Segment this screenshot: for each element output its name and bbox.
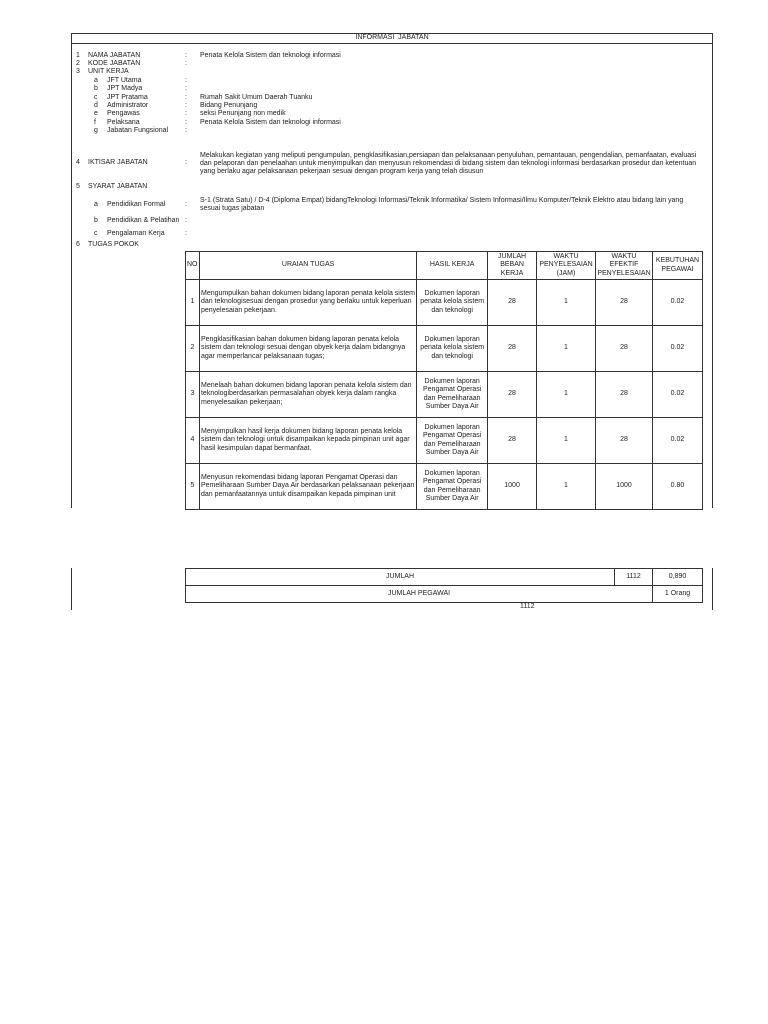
table-row bbox=[186, 326, 703, 372]
jumlah-beban: 1112 bbox=[615, 569, 653, 586]
left-border-lower bbox=[71, 568, 72, 610]
item-colon: : bbox=[185, 217, 187, 224]
summary-jumlah-row bbox=[186, 569, 703, 586]
item-colon: : bbox=[185, 230, 187, 237]
row-kebutuhan: 0.02 bbox=[652, 372, 702, 418]
row-kebutuhan: 0.02 bbox=[652, 326, 702, 372]
item-label: Pengalaman Kerja bbox=[107, 230, 165, 237]
row-waktu: 1 bbox=[537, 372, 596, 418]
syarat-item bbox=[0, 230, 768, 239]
footer-number: 1112 bbox=[520, 603, 535, 610]
field-number: 2 bbox=[76, 60, 80, 67]
pegawai-value: 1 Orang bbox=[653, 586, 703, 603]
row-uraian: Menyimpulkan hasil kerja dokumen bidang laporan penata kelola sistem dan teknologi untuk disampaikan kepada pimpinan unit agar hasil kesimpulan dapat bermanfaat. bbox=[199, 418, 416, 464]
row-no: 1 bbox=[186, 280, 200, 326]
syarat-item bbox=[0, 217, 768, 226]
item-letter: a bbox=[94, 77, 98, 84]
item-colon: : bbox=[185, 110, 187, 117]
summary-table bbox=[185, 568, 703, 603]
row-uraian: Menyusun rekomendasi bidang laporan Pengamat Operasi dan Pemeliharaan Sumber Daya Air berdasarkan pelaksanaan pekerjaan dan pemanfaatannya untuk disampaikan kepada pimpinan unit bbox=[199, 464, 416, 510]
field-label: TUGAS POKOK bbox=[88, 241, 139, 248]
item-letter: g bbox=[94, 127, 98, 134]
row-no: 4 bbox=[186, 418, 200, 464]
item-value: seksi Penunjang non medik bbox=[200, 110, 286, 117]
row-waktu: 1 bbox=[537, 280, 596, 326]
row-beban: 28 bbox=[488, 372, 537, 418]
header-hasil: HASIL KERJA bbox=[417, 252, 488, 280]
row-efektif: 1000 bbox=[596, 464, 653, 510]
item-label: Pendidikan Formal bbox=[107, 201, 166, 208]
row-beban: 28 bbox=[488, 326, 537, 372]
tugas-pokok bbox=[0, 241, 768, 250]
field-number: 6 bbox=[76, 241, 80, 248]
row-hasil: Dokumen laporan Pengamat Operasi dan Pemeliharaan Sumber Daya Air bbox=[417, 372, 488, 418]
item-label: JPT Pratama bbox=[107, 94, 148, 101]
row-beban: 1000 bbox=[488, 464, 537, 510]
field-label: IKTISAR JABATAN bbox=[88, 159, 148, 166]
table-row bbox=[186, 418, 703, 464]
header-uraian: URAIAN TUGAS bbox=[199, 252, 416, 280]
item-colon: : bbox=[185, 77, 187, 84]
item-letter: b bbox=[94, 85, 98, 92]
item-colon: : bbox=[185, 127, 187, 134]
row-waktu: 1 bbox=[537, 326, 596, 372]
pegawai-label: JUMLAH PEGAWAI bbox=[186, 586, 653, 603]
unit-kerja-item bbox=[0, 85, 768, 94]
field-colon: : bbox=[185, 159, 187, 166]
row-hasil: Dokumen laporan Pengamat Operasi dan Pemeliharaan Sumber Daya Air bbox=[417, 464, 488, 510]
item-label: Administrator bbox=[107, 102, 149, 109]
iktisar-jabatan bbox=[0, 152, 768, 178]
row-efektif: 28 bbox=[596, 418, 653, 464]
field-value: Melakukan kegiatan yang meliputi pengumpulan, pengklasifikasian,persiapan dan pelaksanaan penyuluhan, pemantauan, pengendalian, pemanfaatan, evaluasi dan pelaporan dan penelaahan untuk menyimpulkan dan menyusun rekomendasi di bidang sistem dan teknologi informasi berdasarkan prosedur dan ketentuan yang berlaku agar pelaksanaan pekerjaan sesuai dengan program kerja yang telah disusun bbox=[200, 152, 697, 176]
item-label: JPT Madya bbox=[107, 85, 143, 92]
field-label: UNIT KERJA bbox=[88, 68, 129, 75]
field-number: 4 bbox=[76, 159, 80, 166]
row-uraian: Menelaah bahan dokumen bidang laporan penata kelola sistem dan teknologiberdasarkan permasalahan obyek kerja dalam rangka menyelesaikan pekerjaan; bbox=[199, 372, 416, 418]
row-efektif: 28 bbox=[596, 280, 653, 326]
field-label: KODE JABATAN bbox=[88, 60, 141, 67]
row-uraian: Mengumpulkan bahan dokumen bidang laporan penata kelola sistem dan teknologisesuai dengan prosedur yang berlaku untuk keperluan penyelesaian pekerjaan. bbox=[199, 280, 416, 326]
field-colon: : bbox=[185, 60, 187, 67]
item-colon: : bbox=[185, 94, 187, 101]
header-beban: JUMLAH BEBAN KERJA bbox=[488, 252, 537, 280]
header-efektif: WAKTU EFEKTIF PENYELESAIAN bbox=[596, 252, 653, 280]
summary-pegawai-row bbox=[186, 586, 703, 603]
item-colon: : bbox=[185, 102, 187, 109]
header-no: NO bbox=[186, 252, 200, 280]
row-hasil: Dokumen laporan Pengamat Operasi dan Pemeliharaan Sumber Daya Air bbox=[417, 418, 488, 464]
item-letter: c bbox=[94, 94, 98, 101]
item-letter: d bbox=[94, 102, 98, 109]
item-value: Bidang Penunjang bbox=[200, 102, 258, 109]
item-label: JFT Utama bbox=[107, 77, 142, 84]
item-colon: : bbox=[185, 119, 187, 126]
item-value: Rumah Sakit Umum Daerah Tuanku bbox=[200, 94, 313, 101]
item-colon: : bbox=[185, 201, 187, 208]
item-colon: : bbox=[185, 85, 187, 92]
jumlah-label: JUMLAH bbox=[186, 569, 615, 586]
table-header-row bbox=[186, 252, 703, 280]
page-title: INFORMASI JABATAN bbox=[355, 34, 429, 41]
row-beban: 28 bbox=[488, 418, 537, 464]
field-number: 1 bbox=[76, 52, 80, 59]
row-beban: 28 bbox=[488, 280, 537, 326]
item-label: Jabatan Fungsional bbox=[107, 127, 169, 134]
field-value: Penata Kelola Sistem dan teknologi informasi bbox=[200, 52, 341, 59]
row-kebutuhan: 0.80 bbox=[652, 464, 702, 510]
field-colon: : bbox=[185, 52, 187, 59]
unit-kerja-item bbox=[0, 127, 768, 136]
field-label: NAMA JABATAN bbox=[88, 52, 141, 59]
field-number: 5 bbox=[76, 183, 80, 190]
syarat-item bbox=[0, 197, 768, 215]
row-kebutuhan: 0.02 bbox=[652, 280, 702, 326]
row-no: 3 bbox=[186, 372, 200, 418]
syarat-jabatan bbox=[0, 183, 768, 192]
row-hasil: Dokumen laporan penata kelola sistem dan teknologi bbox=[417, 280, 488, 326]
right-border-lower bbox=[712, 568, 713, 610]
header-kebutuhan: KEBUTUHAN PEGAWAI bbox=[652, 252, 702, 280]
item-letter: e bbox=[94, 110, 98, 117]
row-hasil: Dokumen laporan penata kelola sistem dan teknologi bbox=[417, 326, 488, 372]
item-value: S-1 (Strata Satu) / D-4 (Diploma Empat) bidangTeknologi Informasi/Teknik Informatika/ Sistem Informasi/Ilmu Komputer/Teknik Elektro atau bidang lain yang sesuai tugas jabatan bbox=[200, 197, 684, 213]
row-efektif: 28 bbox=[596, 372, 653, 418]
jumlah-kebutuhan: 0,890 bbox=[653, 569, 703, 586]
item-label: Pendidikan & Pelatihan bbox=[107, 217, 180, 224]
field-label: SYARAT JABATAN bbox=[88, 183, 148, 190]
row-no: 5 bbox=[186, 464, 200, 510]
table-row bbox=[186, 280, 703, 326]
item-value: Penata Kelola Sistem dan teknologi informasi bbox=[200, 119, 341, 126]
item-letter: a bbox=[94, 201, 98, 208]
field-unit-kerja bbox=[0, 68, 768, 77]
row-no: 2 bbox=[186, 326, 200, 372]
item-letter: f bbox=[94, 119, 96, 126]
row-kebutuhan: 0.02 bbox=[652, 418, 702, 464]
row-waktu: 1 bbox=[537, 418, 596, 464]
row-uraian: Pengklasifikasian bahan dokumen bidang laporan penata kelola sistem dan teknologi sesuai dengan obyek kerja dalam bidangnya agar memperlancar pelaksanaan tugas; bbox=[199, 326, 416, 372]
header-waktu: WAKTU PENYELESAIAN (JAM) bbox=[537, 252, 596, 280]
title-underline bbox=[71, 43, 713, 44]
unit-kerja-item bbox=[0, 110, 768, 119]
tugas-table bbox=[185, 251, 703, 510]
table-row bbox=[186, 372, 703, 418]
row-efektif: 28 bbox=[596, 326, 653, 372]
field-number: 3 bbox=[76, 68, 80, 75]
row-waktu: 1 bbox=[537, 464, 596, 510]
item-letter: b bbox=[94, 217, 98, 224]
item-label: Pelaksana bbox=[107, 119, 140, 126]
item-letter: c bbox=[94, 230, 98, 237]
table-row bbox=[186, 464, 703, 510]
item-label: Pengawas bbox=[107, 110, 140, 117]
